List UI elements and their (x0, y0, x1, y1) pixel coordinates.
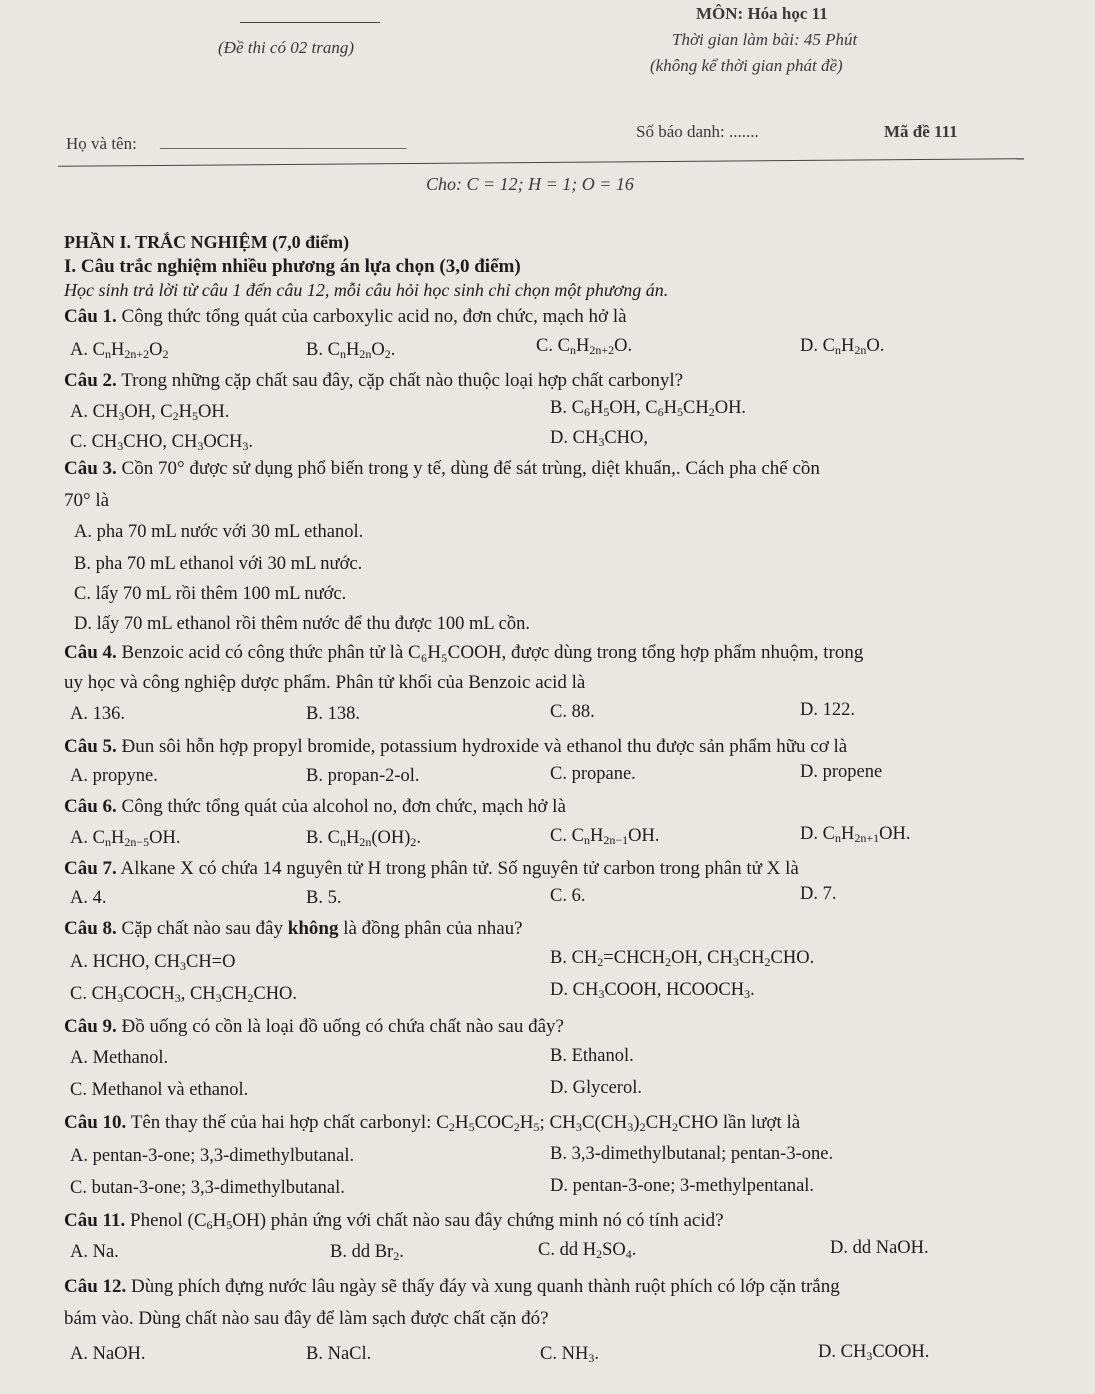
q6-option-d[interactable]: D. $C_nH_{2n+1}OH$. (800, 824, 911, 845)
q11-option-c[interactable]: C. dd $H_2SO_4$. (538, 1240, 637, 1261)
exam-time-note: (không kể thời gian phát đề) (650, 56, 843, 75)
q7-option-c[interactable]: C. 6. (550, 886, 586, 906)
q9-option-d[interactable]: D. Glycerol. (550, 1078, 642, 1098)
question-text: Trong những cặp chất sau đây, cặp chất nào thuộc loại hợp chất carbonyl? (121, 370, 684, 391)
question-3-cont: 70° là (64, 490, 110, 511)
q3-option-b[interactable]: B. pha 70 mL ethanol với 30 mL nước. (74, 554, 363, 574)
q11-option-b[interactable]: B. dd $Br_2$. (330, 1242, 404, 1263)
question-text: Công thức tổng quát của alcohol no, đơn chức, mạch hở là (121, 796, 566, 817)
question-text: Benzoic acid có công thức phân tử là C₆H₅COOH, được dùng trong tổng hợp phẩm nhuộm, trong (121, 642, 864, 663)
q1-option-b[interactable]: B. $C_nH_{2n}O_2$. (306, 340, 396, 361)
q7-option-a[interactable]: A. 4. (70, 888, 107, 908)
question-text: phản ứng với chất nào sau đây chứng minh nó có tính acid? (270, 1210, 724, 1231)
q5-option-b[interactable]: B. propan-2-ol. (306, 766, 420, 786)
q3-option-c[interactable]: C. lấy 70 mL rồi thêm 100 mL nước. (74, 584, 347, 604)
q9-option-a[interactable]: A. Methanol. (70, 1048, 169, 1068)
q11-option-a[interactable]: A. Na. (70, 1242, 119, 1262)
question-label: Câu 10. (64, 1112, 127, 1133)
question-10: Câu 10. Tên thay thế của hai hợp chất carbonyl: $C_2H_5COC_2H_5$; $CH_3C(CH_3)_2CH_2CHO$ lần lượt là (64, 1112, 801, 1134)
name-blank[interactable]: _____________________________ (160, 132, 407, 151)
question-12-cont: bám vào. Dùng chất nào sau đây để làm sạch được chất cặn đó? (64, 1308, 549, 1329)
question-6 (64, 796, 566, 818)
question-text: Dùng phích đựng nước lâu ngày sẽ thấy đáy và xung quanh thành ruột phích có lớp cặn trắng (131, 1276, 840, 1297)
q9-option-b[interactable]: B. Ethanol. (550, 1046, 634, 1066)
question-label: Câu 3. (64, 458, 117, 479)
q5-option-c[interactable]: C. propane. (550, 764, 636, 784)
q2-option-b[interactable]: B. $C_6H_5OH$, $C_6H_5CH_2OH$. (550, 398, 747, 419)
q12-option-d[interactable]: D. $CH_3COOH$. (818, 1342, 930, 1363)
question-text: Cặp chất nào sau đây (121, 918, 283, 939)
q8-option-d[interactable]: D. $CH_3COOH$, $HCOOCH_3$. (550, 980, 755, 1001)
question-4-cont: uy học và công nghiệp dược phẩm. Phân tử khối của Benzoic acid là (64, 672, 586, 693)
question-11: Câu 11. Phenol $(C_6H_5OH)$ phản ứng với chất nào sau đây chứng minh nó có tính acid? (64, 1210, 724, 1232)
question-label: Câu 8. (64, 918, 117, 939)
question-label: Câu 7. (64, 858, 117, 879)
q12-option-a[interactable]: A. NaOH. (70, 1344, 146, 1364)
q3-option-a[interactable]: A. pha 70 mL nước với 30 mL ethanol. (74, 522, 364, 542)
question-label: Câu 1. (64, 306, 117, 327)
question-text: Công thức tổng quát của carboxylic acid no, đơn chức, mạch hở là (121, 306, 627, 327)
question-9 (64, 1016, 564, 1038)
part-title: PHẦN I. TRẮC NGHIỆM (7,0 điểm) (64, 232, 350, 252)
q5-option-a[interactable]: A. propyne. (70, 766, 158, 786)
question-label: Câu 11. (64, 1210, 126, 1231)
q10-option-c[interactable]: C. butan-3-one; 3,3-dimethylbutanal. (70, 1178, 345, 1198)
question-label: Câu 12. (64, 1276, 127, 1297)
q7-option-d[interactable]: D. 7. (800, 884, 837, 904)
question-8 (64, 918, 523, 940)
question-text: Alkane X có chứa 14 nguyên tử H trong phân tử. Số nguyên tử carbon trong phân tử X là (120, 858, 799, 879)
q4-option-d[interactable]: D. 122. (800, 700, 855, 720)
q8-option-c[interactable]: C. $CH_3COCH_3$, $CH_3CH_2CHO$. (70, 984, 298, 1005)
atomic-masses: Cho: C = 12; H = 1; O = 16 (426, 174, 634, 194)
q12-option-b[interactable]: B. NaCl. (306, 1344, 372, 1364)
header-divider (58, 158, 1024, 167)
question-text: là đồng phân của nhau? (343, 918, 523, 939)
question-1 (64, 306, 627, 328)
question-text: Phenol (130, 1210, 183, 1231)
section-title: I. Câu trắc nghiệm nhiều phương án lựa chọn (3,0 điểm) (64, 256, 521, 277)
question-emphasis: không (287, 918, 339, 939)
q3-option-d[interactable]: D. lấy 70 mL ethanol rồi thêm nước để thu được 100 mL cồn. (74, 614, 530, 634)
q10-option-b[interactable]: B. 3,3-dimethylbutanal; pentan-3-one. (550, 1144, 834, 1164)
question-label: Câu 9. (64, 1016, 117, 1037)
question-12 (64, 1276, 840, 1298)
q10-option-d[interactable]: D. pentan-3-one; 3-methylpentanal. (550, 1176, 815, 1196)
q9-option-c[interactable]: C. Methanol và ethanol. (70, 1080, 249, 1100)
question-text: Tên thay thế của hai hợp chất carbonyl: (130, 1112, 432, 1133)
exam-code: Mã đề 111 (884, 122, 958, 141)
question-4 (64, 642, 863, 664)
question-5 (64, 736, 847, 758)
question-label: Câu 5. (64, 736, 117, 757)
question-label: Câu 6. (64, 796, 117, 817)
q6-option-b[interactable]: B. $C_nH_{2n}(OH)_2$. (306, 828, 421, 849)
q4-option-a[interactable]: A. 136. (70, 704, 125, 724)
header-left-rule (240, 22, 380, 23)
q7-option-b[interactable]: B. 5. (306, 888, 342, 908)
page-count: (Đề thi có 02 trang) (218, 38, 354, 57)
question-3 (64, 458, 820, 480)
q2-option-a[interactable]: A. $CH_3OH$, $C_2H_5OH$. (70, 402, 230, 423)
name-label: Họ và tên: (66, 134, 137, 153)
question-text: Cồn 70° được sử dụng phổ biến trong y tế, dùng để sát trùng, diệt khuẩn,. Cách pha chế cồn (121, 458, 820, 479)
q1-option-d[interactable]: D. $C_nH_{2n}O$. (800, 336, 885, 357)
q10-option-a[interactable]: A. pentan-3-one; 3,3-dimethylbutanal. (70, 1146, 355, 1166)
q6-option-a[interactable]: A. $C_nH_{2n-5}OH$. (70, 828, 181, 849)
exam-time: Thời gian làm bài: 45 Phút (672, 30, 858, 49)
q2-option-d[interactable]: D. $CH_3CHO$, (550, 428, 648, 449)
instruction: Học sinh trả lời từ câu 1 đến câu 12, mỗi câu hỏi học sinh chỉ chọn một phương án. (64, 280, 669, 300)
q4-option-c[interactable]: C. 88. (550, 702, 595, 722)
subject: MÔN: Hóa học 11 (696, 4, 828, 23)
question-2 (64, 370, 683, 392)
q8-option-b[interactable]: B. $CH_2=CHCH_2OH$, $CH_3CH_2CHO$. (550, 948, 815, 969)
question-text: lần lượt là (722, 1112, 801, 1133)
q8-option-a[interactable]: A. HCHO, $CH_3CH=O$ (70, 952, 236, 973)
q2-option-c[interactable]: C. $CH_3CHO$, $CH_3OCH_3$. (70, 432, 253, 453)
question-label: Câu 4. (64, 642, 117, 663)
q1-option-a[interactable]: A. $C_nH_{2n+2}O_2$ (70, 340, 169, 361)
q5-option-d[interactable]: D. propene (800, 762, 883, 782)
question-text: Đồ uống có cồn là loại đồ uống có chứa chất nào sau đây? (121, 1016, 564, 1037)
question-text: Đun sôi hỗn hợp propyl bromide, potassium hydroxide và ethanol thu được sản phẩm hữu cơ là (121, 736, 848, 757)
candidate-number: Số báo danh: ....... (636, 122, 759, 141)
q1-option-c[interactable]: C. $C_nH_{2n+2}O$. (536, 336, 633, 357)
q11-option-d[interactable]: D. dd NaOH. (830, 1238, 929, 1258)
question-label: Câu 2. (64, 370, 117, 391)
q4-option-b[interactable]: B. 138. (306, 704, 360, 724)
question-7 (64, 858, 799, 880)
q6-option-c[interactable]: C. $C_nH_{2n-1}OH$. (550, 826, 660, 847)
q12-option-c[interactable]: C. $NH_3$. (540, 1344, 599, 1365)
